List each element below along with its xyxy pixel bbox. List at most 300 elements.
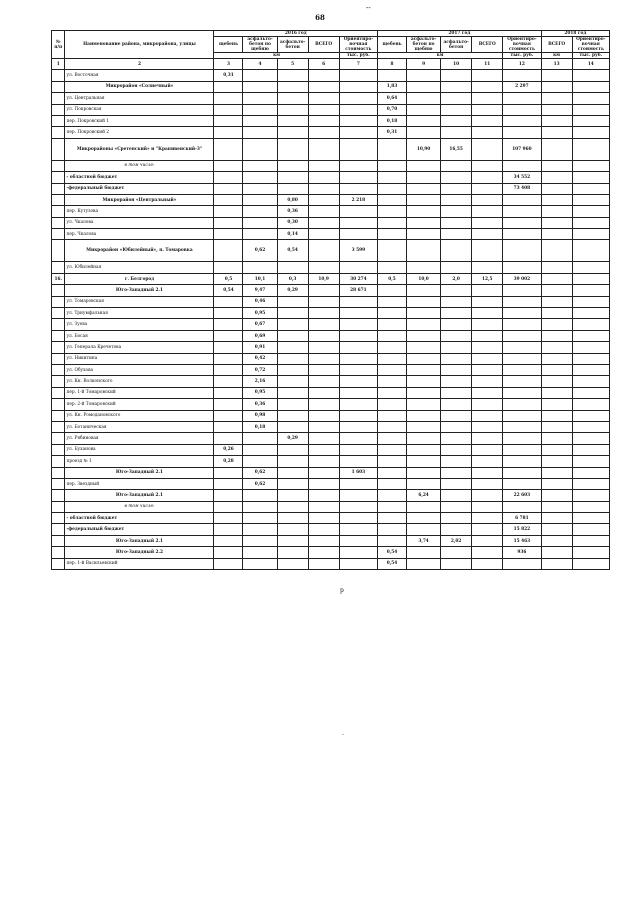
- cell-value: [378, 285, 407, 296]
- cell-value: [472, 456, 503, 467]
- cell-value: [339, 138, 377, 160]
- cell-value: [441, 444, 472, 455]
- column-index: 2: [65, 59, 214, 70]
- cell-value: [472, 421, 503, 432]
- header-2017-col: Ориентиро-вочная стоимость: [503, 37, 541, 53]
- cell-value: [407, 513, 441, 524]
- table-row: [52, 501, 610, 512]
- cell-value: [214, 206, 243, 217]
- cell-value: [407, 81, 441, 92]
- cell-value: [572, 342, 609, 353]
- header-2017-col: асфальто-бетон по щебню: [407, 37, 441, 53]
- cell-value: [572, 296, 609, 307]
- cell-value: [441, 433, 472, 444]
- row-number: [52, 296, 65, 307]
- cell-value: [277, 490, 308, 501]
- cell-value: [339, 160, 377, 171]
- cell-value: [541, 501, 572, 512]
- cell-value: [541, 160, 572, 171]
- cell-value: [407, 558, 441, 569]
- cell-value: [243, 433, 277, 444]
- cell-value: [277, 104, 308, 115]
- cell-value: [339, 217, 377, 228]
- cell-value: [541, 342, 572, 353]
- cell-value: [277, 535, 308, 546]
- cell-value: 0,46: [243, 296, 277, 307]
- cell-value: 2,0: [441, 273, 472, 284]
- cell-value: [572, 70, 609, 81]
- row-number: [52, 501, 65, 512]
- cell-value: [472, 81, 503, 92]
- row-number: [52, 262, 65, 273]
- cell-value: [277, 127, 308, 138]
- cell-value: [214, 104, 243, 115]
- cell-value: [407, 160, 441, 171]
- cell-value: 0,36: [277, 206, 308, 217]
- cell-value: [541, 70, 572, 81]
- cell-value: [243, 93, 277, 104]
- table-row: [52, 399, 610, 410]
- cell-value: [503, 296, 541, 307]
- header-2016-col: Ориентиро-вочная стоимость: [339, 37, 377, 53]
- row-number: [52, 444, 65, 455]
- column-index: 8: [378, 59, 407, 70]
- row-number: [52, 229, 65, 240]
- table-row: [52, 115, 610, 126]
- cell-value: [214, 524, 243, 535]
- cell-value: [472, 127, 503, 138]
- cell-value: [541, 217, 572, 228]
- cell-value: [541, 115, 572, 126]
- cell-value: [308, 194, 339, 205]
- cell-value: 16,55: [441, 138, 472, 160]
- cell-value: [308, 364, 339, 375]
- cell-value: [407, 444, 441, 455]
- cell-value: [277, 183, 308, 194]
- column-index: 4: [243, 59, 277, 70]
- row-name: ул. Никитина: [65, 353, 214, 364]
- cell-value: 1,83: [378, 81, 407, 92]
- cell-value: [339, 433, 377, 444]
- cell-value: [472, 206, 503, 217]
- cell-value: [339, 535, 377, 546]
- cell-value: [441, 513, 472, 524]
- cell-value: [541, 240, 572, 262]
- cell-value: [214, 319, 243, 330]
- cell-value: [541, 127, 572, 138]
- table-row: [52, 273, 610, 284]
- cell-value: [243, 501, 277, 512]
- cell-value: [407, 194, 441, 205]
- cell-value: [407, 501, 441, 512]
- row-name: ул. Покровская: [65, 104, 214, 115]
- row-name: ул. Обухова: [65, 364, 214, 375]
- cell-value: [472, 115, 503, 126]
- row-number: [52, 285, 65, 296]
- cell-value: [308, 399, 339, 410]
- cell-value: [472, 240, 503, 262]
- cell-value: [407, 387, 441, 398]
- cell-value: [572, 535, 609, 546]
- cell-value: [339, 183, 377, 194]
- cell-value: [541, 353, 572, 364]
- table-row: [52, 376, 610, 387]
- cell-value: 22 603: [503, 490, 541, 501]
- header-2017-col: ВСЕГО: [472, 37, 503, 53]
- cell-value: [243, 160, 277, 171]
- cell-value: [541, 364, 572, 375]
- cell-value: [339, 399, 377, 410]
- cell-value: [541, 285, 572, 296]
- row-number: [52, 319, 65, 330]
- cell-value: 0,95: [243, 387, 277, 398]
- cell-value: [339, 229, 377, 240]
- cell-value: [441, 81, 472, 92]
- header-no: № п/п: [52, 31, 65, 59]
- header-2016-col: асфальто-бетон: [277, 37, 308, 53]
- row-name: в том числе:: [65, 160, 214, 171]
- cell-value: 10,90: [407, 138, 441, 160]
- cell-value: 0,64: [378, 93, 407, 104]
- cell-value: [441, 387, 472, 398]
- cell-value: [339, 478, 377, 489]
- cell-value: 0,5: [214, 273, 243, 284]
- cell-value: [572, 206, 609, 217]
- cell-value: [541, 478, 572, 489]
- row-name: проезд № 1: [65, 456, 214, 467]
- cell-value: [378, 478, 407, 489]
- cell-value: [308, 104, 339, 115]
- cell-value: 6 781: [503, 513, 541, 524]
- cell-value: [503, 444, 541, 455]
- cell-value: [308, 206, 339, 217]
- cell-value: [277, 467, 308, 478]
- row-name: ул. Кн. Волконского: [65, 376, 214, 387]
- cell-value: [214, 558, 243, 569]
- cell-value: [572, 308, 609, 319]
- cell-value: [503, 421, 541, 432]
- cell-value: [407, 217, 441, 228]
- cell-value: [407, 478, 441, 489]
- cell-value: [277, 81, 308, 92]
- cell-value: [441, 70, 472, 81]
- cell-value: [407, 296, 441, 307]
- cell-value: [308, 456, 339, 467]
- cell-value: [472, 353, 503, 364]
- cell-value: [214, 535, 243, 546]
- cell-value: [503, 342, 541, 353]
- cell-value: [441, 524, 472, 535]
- cell-value: [572, 547, 609, 558]
- cell-value: [277, 456, 308, 467]
- cell-value: [214, 183, 243, 194]
- cell-value: [503, 240, 541, 262]
- cell-value: [503, 115, 541, 126]
- row-number: [52, 330, 65, 341]
- cell-value: [214, 240, 243, 262]
- cell-value: [378, 308, 407, 319]
- table-row: [52, 490, 610, 501]
- cell-value: [277, 444, 308, 455]
- cell-value: [572, 376, 609, 387]
- cell-value: [472, 285, 503, 296]
- unit-km: км: [214, 53, 339, 59]
- cell-value: [441, 296, 472, 307]
- row-name: г. Белгород: [65, 273, 214, 284]
- cell-value: [277, 172, 308, 183]
- cell-value: [541, 535, 572, 546]
- cell-value: [277, 547, 308, 558]
- cell-value: 2,16: [243, 376, 277, 387]
- row-number: [52, 535, 65, 546]
- cell-value: [572, 81, 609, 92]
- header-2016-col: щебень: [214, 37, 243, 53]
- cell-value: [407, 547, 441, 558]
- cell-value: [214, 194, 243, 205]
- cell-value: [472, 535, 503, 546]
- cell-value: [572, 319, 609, 330]
- cell-value: [243, 490, 277, 501]
- cell-value: [277, 364, 308, 375]
- cell-value: [378, 183, 407, 194]
- cell-value: [472, 444, 503, 455]
- row-name: ул. Центральная: [65, 93, 214, 104]
- cell-value: [572, 433, 609, 444]
- cell-value: [339, 262, 377, 273]
- cell-value: [503, 206, 541, 217]
- cell-value: [441, 364, 472, 375]
- cell-value: [277, 342, 308, 353]
- cell-value: [214, 81, 243, 92]
- cell-value: [441, 467, 472, 478]
- cell-value: [407, 206, 441, 217]
- cell-value: [541, 262, 572, 273]
- cell-value: [407, 70, 441, 81]
- table-row: [52, 183, 610, 194]
- cell-value: 10,0: [407, 273, 441, 284]
- cell-value: [541, 444, 572, 455]
- cell-value: [308, 558, 339, 569]
- cell-value: [441, 229, 472, 240]
- cell-value: [243, 81, 277, 92]
- cell-value: [277, 330, 308, 341]
- cell-value: [214, 115, 243, 126]
- column-index: 14: [572, 59, 609, 70]
- row-number: [52, 81, 65, 92]
- row-number: [52, 138, 65, 160]
- cell-value: [472, 364, 503, 375]
- table-row: [52, 70, 610, 81]
- cell-value: [503, 364, 541, 375]
- cell-value: [339, 308, 377, 319]
- cell-value: [378, 172, 407, 183]
- cell-value: [339, 93, 377, 104]
- cell-value: [277, 558, 308, 569]
- table-row: [52, 456, 610, 467]
- table-row: [52, 240, 610, 262]
- row-number: [52, 467, 65, 478]
- cell-value: [308, 160, 339, 171]
- cell-value: 0,42: [243, 353, 277, 364]
- cell-value: [441, 183, 472, 194]
- row-name: ул. Ботаническая: [65, 421, 214, 432]
- header-2017-col: щебень: [378, 37, 407, 53]
- cell-value: [572, 353, 609, 364]
- cell-value: [503, 262, 541, 273]
- cell-value: [308, 513, 339, 524]
- cell-value: [308, 93, 339, 104]
- roads-table: [51, 30, 610, 570]
- cell-value: [308, 308, 339, 319]
- cell-value: [541, 93, 572, 104]
- row-number: [52, 183, 65, 194]
- cell-value: [503, 229, 541, 240]
- cell-value: [378, 138, 407, 160]
- row-name: пер. 2-й Томаровский: [65, 399, 214, 410]
- cell-value: [243, 456, 277, 467]
- cell-value: [243, 524, 277, 535]
- column-index: 3: [214, 59, 243, 70]
- row-name: Микрорайон «Солнечный»: [65, 81, 214, 92]
- cell-value: [378, 513, 407, 524]
- cell-value: [541, 433, 572, 444]
- cell-value: [277, 308, 308, 319]
- cell-value: [214, 513, 243, 524]
- cell-value: [407, 399, 441, 410]
- row-number: 16.: [52, 273, 65, 284]
- cell-value: [214, 342, 243, 353]
- row-number: [52, 364, 65, 375]
- column-index: 10: [441, 59, 472, 70]
- cell-value: [243, 217, 277, 228]
- cell-value: [407, 183, 441, 194]
- cell-value: [339, 364, 377, 375]
- cell-value: [541, 330, 572, 341]
- table-row: [52, 81, 610, 92]
- cell-value: [572, 524, 609, 535]
- cell-value: [441, 399, 472, 410]
- cell-value: [407, 330, 441, 341]
- table-row: [52, 319, 610, 330]
- table-row: [52, 138, 610, 160]
- cell-value: [378, 319, 407, 330]
- cell-value: [472, 376, 503, 387]
- cell-value: [308, 444, 339, 455]
- cell-value: 0,62: [243, 478, 277, 489]
- cell-value: [378, 433, 407, 444]
- cell-value: [339, 421, 377, 432]
- row-name: пер. 1-й Васильевский: [65, 558, 214, 569]
- cell-value: [378, 206, 407, 217]
- header-2016-col: ВСЕГО: [308, 37, 339, 53]
- cell-value: [472, 104, 503, 115]
- header-year-2017: 2017 год: [378, 31, 542, 37]
- cell-value: [441, 501, 472, 512]
- cell-value: 0,54: [277, 240, 308, 262]
- cell-value: [339, 547, 377, 558]
- cell-value: [214, 93, 243, 104]
- row-name: пер. Покровский 2: [65, 127, 214, 138]
- cell-value: [441, 308, 472, 319]
- row-number: [52, 217, 65, 228]
- cell-value: 34 552: [503, 172, 541, 183]
- cell-value: [503, 194, 541, 205]
- cell-value: [308, 70, 339, 81]
- cell-value: [277, 353, 308, 364]
- cell-value: [308, 353, 339, 364]
- cell-value: [214, 399, 243, 410]
- cell-value: [378, 296, 407, 307]
- row-number: [52, 490, 65, 501]
- cell-value: [214, 364, 243, 375]
- cell-value: [277, 262, 308, 273]
- cell-value: [541, 547, 572, 558]
- cell-value: 0,14: [277, 229, 308, 240]
- cell-value: [378, 229, 407, 240]
- cell-value: [308, 296, 339, 307]
- cell-value: 39 002: [503, 273, 541, 284]
- cell-value: [572, 330, 609, 341]
- cell-value: 0,5: [378, 273, 407, 284]
- cell-value: 73 408: [503, 183, 541, 194]
- row-number: [52, 308, 65, 319]
- cell-value: [407, 240, 441, 262]
- cell-value: [339, 342, 377, 353]
- row-name: -федеральный бюджет: [65, 524, 214, 535]
- cell-value: [541, 399, 572, 410]
- cell-value: [572, 501, 609, 512]
- table-row: [52, 513, 610, 524]
- cell-value: 0,26: [214, 444, 243, 455]
- row-name: ул. Рябиновая: [65, 433, 214, 444]
- cell-value: [472, 387, 503, 398]
- cell-value: [503, 376, 541, 387]
- cell-value: [572, 456, 609, 467]
- cell-value: [407, 127, 441, 138]
- cell-value: [541, 172, 572, 183]
- cell-value: [378, 194, 407, 205]
- cell-value: [472, 410, 503, 421]
- cell-value: [277, 376, 308, 387]
- cell-value: [541, 183, 572, 194]
- unit-cost: тыс. руб.: [503, 53, 541, 59]
- table-row: [52, 229, 610, 240]
- cell-value: [407, 172, 441, 183]
- cell-value: [214, 262, 243, 273]
- cell-value: [308, 138, 339, 160]
- row-number: [52, 160, 65, 171]
- cell-value: [472, 194, 503, 205]
- cell-value: [308, 172, 339, 183]
- cell-value: [503, 308, 541, 319]
- cell-value: [214, 433, 243, 444]
- cell-value: [472, 501, 503, 512]
- cell-value: [214, 467, 243, 478]
- row-name: ул. Генерала Кречетова: [65, 342, 214, 353]
- cell-value: [572, 115, 609, 126]
- cell-value: [308, 285, 339, 296]
- row-name: ул. Восточная: [65, 70, 214, 81]
- cell-value: [541, 376, 572, 387]
- cell-value: [541, 558, 572, 569]
- unit-km: км: [541, 53, 572, 59]
- cell-value: [339, 296, 377, 307]
- cell-value: [243, 115, 277, 126]
- cell-value: 0,95: [243, 308, 277, 319]
- cell-value: [503, 399, 541, 410]
- cell-value: [308, 229, 339, 240]
- cell-value: [441, 330, 472, 341]
